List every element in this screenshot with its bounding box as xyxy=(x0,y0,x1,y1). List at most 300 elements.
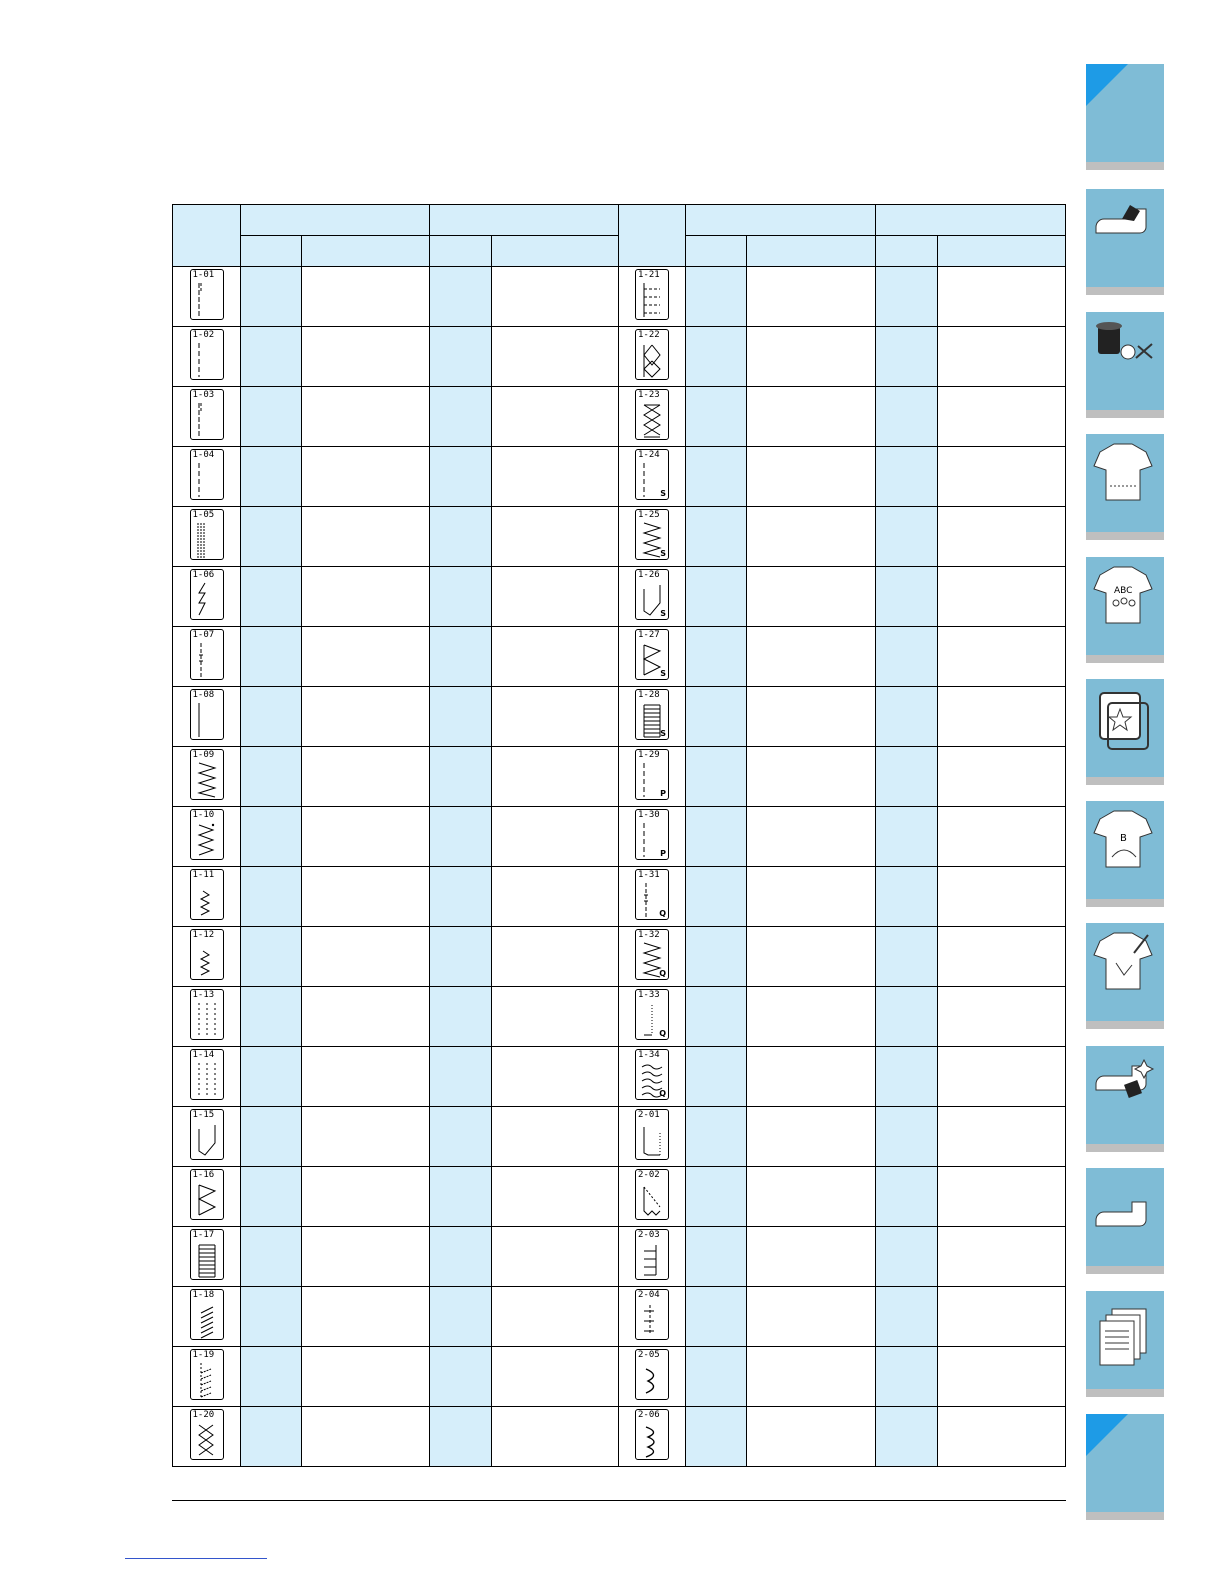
stitch-pattern-icon xyxy=(190,1049,224,1100)
value-cell xyxy=(686,1347,747,1407)
stitch-pattern-icon xyxy=(190,449,224,500)
table-row xyxy=(173,1167,1066,1227)
stitch-code: 2-03 xyxy=(638,1230,660,1240)
stitch-code: 1-20 xyxy=(192,1410,215,1420)
stitch-code: 1-29 xyxy=(638,750,660,760)
value-cell xyxy=(747,1227,876,1287)
stitch-pattern-cell xyxy=(619,867,686,927)
stitch-code: 2-05 xyxy=(638,1350,660,1360)
value-cell xyxy=(747,1407,876,1467)
stitch-pattern-icon xyxy=(635,329,669,380)
value-cell xyxy=(430,687,492,747)
stitch-pattern-icon xyxy=(190,1409,224,1460)
side-tab[interactable] xyxy=(1086,1414,1164,1512)
stitch-code: 1-06 xyxy=(192,570,215,580)
value-cell xyxy=(938,807,1066,867)
value-cell xyxy=(492,627,619,687)
value-cell xyxy=(876,387,938,447)
side-tab[interactable] xyxy=(1086,923,1164,1021)
value-cell xyxy=(241,567,302,627)
value-cell xyxy=(938,987,1066,1047)
stitch-pattern-cell xyxy=(619,1407,686,1467)
stitch-code: 1-19 xyxy=(192,1350,215,1360)
value-cell xyxy=(747,687,876,747)
value-cell xyxy=(747,807,876,867)
value-cell xyxy=(492,687,619,747)
stitch-pattern-icon xyxy=(190,269,224,320)
value-cell xyxy=(876,987,938,1047)
stitch-pattern-cell xyxy=(619,267,686,327)
value-cell xyxy=(876,867,938,927)
stitch-pattern-cell xyxy=(173,1227,241,1287)
value-cell xyxy=(302,567,430,627)
stitch-code: 1-15 xyxy=(192,1110,215,1120)
stitch-code: 2-02 xyxy=(638,1170,660,1180)
stitch-code: 1-12 xyxy=(192,930,215,940)
value-cell xyxy=(747,1047,876,1107)
value-cell xyxy=(241,1287,302,1347)
stitch-pattern-icon xyxy=(190,1289,224,1340)
stitch-pattern-cell xyxy=(619,1167,686,1227)
stitch-pattern-cell xyxy=(619,1227,686,1287)
value-cell xyxy=(876,1347,938,1407)
stitch-code: 1-30 xyxy=(638,810,660,820)
value-cell xyxy=(876,327,938,387)
stitch-pattern-icon xyxy=(190,989,224,1040)
header-group-4 xyxy=(876,205,1066,236)
side-tab[interactable] xyxy=(1086,557,1164,655)
stitch-pattern-icon xyxy=(635,1229,669,1280)
value-cell xyxy=(241,747,302,807)
value-cell xyxy=(938,1167,1066,1227)
stitch-code: 1-24 xyxy=(638,450,660,460)
stitch-suffix: Q xyxy=(659,1089,666,1098)
stitch-pattern-cell xyxy=(619,387,686,447)
value-cell xyxy=(302,1047,430,1107)
stitch-pattern-icon xyxy=(190,329,224,380)
stitch-pattern-cell xyxy=(173,987,241,1047)
value-cell xyxy=(241,327,302,387)
stitch-pattern-icon xyxy=(190,509,224,560)
value-cell xyxy=(302,1287,430,1347)
side-tab[interactable] xyxy=(1086,1168,1164,1266)
stitch-code: 1-13 xyxy=(192,990,215,1000)
stitch-pattern-cell xyxy=(173,1407,241,1467)
stitch-pattern-cell xyxy=(173,867,241,927)
value-cell xyxy=(492,267,619,327)
value-cell xyxy=(430,1227,492,1287)
stitch-pattern-cell xyxy=(173,1287,241,1347)
stitch-pattern-icon xyxy=(190,1349,224,1400)
stitch-pattern-cell xyxy=(173,567,241,627)
value-cell xyxy=(876,807,938,867)
stitch-pattern-cell xyxy=(173,267,241,327)
value-cell xyxy=(938,567,1066,627)
table-row xyxy=(173,267,1066,327)
stitch-suffix: S xyxy=(660,609,666,618)
value-cell xyxy=(241,507,302,567)
stitch-pattern-icon xyxy=(635,749,669,800)
value-cell xyxy=(747,987,876,1047)
value-cell xyxy=(876,1287,938,1347)
stitch-code: 1-28 xyxy=(638,690,660,700)
value-cell xyxy=(241,1407,302,1467)
value-cell xyxy=(302,327,430,387)
header-sub-3b xyxy=(747,236,876,267)
stitch-pattern-cell xyxy=(619,627,686,687)
value-cell xyxy=(876,567,938,627)
stitch-code: 1-27 xyxy=(638,630,660,640)
value-cell xyxy=(938,747,1066,807)
header-sub-4a xyxy=(876,236,938,267)
value-cell xyxy=(938,387,1066,447)
value-cell xyxy=(747,267,876,327)
value-cell xyxy=(302,1227,430,1287)
stitch-code: 2-01 xyxy=(638,1110,660,1120)
stitch-pattern-icon xyxy=(190,629,224,680)
value-cell xyxy=(686,1287,747,1347)
value-cell xyxy=(686,1167,747,1227)
side-tab[interactable] xyxy=(1086,189,1164,287)
header-sub-1a xyxy=(241,236,302,267)
value-cell xyxy=(492,1227,619,1287)
table-row xyxy=(173,387,1066,447)
table-row xyxy=(173,867,1066,927)
value-cell xyxy=(686,987,747,1047)
stitch-pattern-icon xyxy=(190,869,224,920)
stitch-pattern-cell xyxy=(173,627,241,687)
blank-tab-icon xyxy=(1086,64,1128,106)
stitch-pattern-cell xyxy=(619,687,686,747)
value-cell xyxy=(747,387,876,447)
value-cell xyxy=(430,507,492,567)
value-cell xyxy=(492,747,619,807)
table-row xyxy=(173,807,1066,867)
value-cell xyxy=(492,927,619,987)
stitch-pattern-cell xyxy=(173,747,241,807)
side-tab[interactable] xyxy=(1086,312,1164,410)
stitch-pattern-icon xyxy=(635,1049,669,1100)
header-sub-3a xyxy=(686,236,747,267)
value-cell xyxy=(302,507,430,567)
stitch-pattern-cell xyxy=(173,1347,241,1407)
value-cell xyxy=(241,867,302,927)
stitch-pattern-icon xyxy=(190,749,224,800)
value-cell xyxy=(492,1107,619,1167)
value-cell xyxy=(747,867,876,927)
value-cell xyxy=(241,447,302,507)
value-cell xyxy=(492,1047,619,1107)
side-tab[interactable] xyxy=(1086,1291,1164,1389)
value-cell xyxy=(430,1347,492,1407)
value-cell xyxy=(876,747,938,807)
table-row xyxy=(173,687,1066,747)
value-cell xyxy=(938,1047,1066,1107)
stitch-suffix: S xyxy=(660,549,666,558)
stitch-pattern-cell xyxy=(619,807,686,867)
value-cell xyxy=(241,1047,302,1107)
stitch-code: 1-34 xyxy=(638,1050,660,1060)
value-cell xyxy=(938,267,1066,327)
stitch-pattern-cell xyxy=(173,687,241,747)
stitch-pattern-icon xyxy=(635,809,669,860)
value-cell xyxy=(302,1347,430,1407)
stitch-code: 2-04 xyxy=(638,1290,660,1300)
stitch-code: 2-06 xyxy=(638,1410,660,1420)
side-tab[interactable] xyxy=(1086,801,1164,899)
value-cell xyxy=(241,1167,302,1227)
value-cell xyxy=(686,1047,747,1107)
stitch-pattern-cell xyxy=(619,507,686,567)
value-cell xyxy=(686,387,747,447)
stitch-pattern-cell xyxy=(173,927,241,987)
value-cell xyxy=(876,507,938,567)
stitch-pattern-icon xyxy=(635,1169,669,1220)
stitch-code: 1-33 xyxy=(638,990,660,1000)
stitch-pattern-cell xyxy=(173,807,241,867)
stitch-pattern-cell xyxy=(619,447,686,507)
value-cell xyxy=(302,687,430,747)
stitch-pattern-cell xyxy=(619,1287,686,1347)
value-cell xyxy=(686,867,747,927)
value-cell xyxy=(492,387,619,447)
side-tab[interactable] xyxy=(1086,679,1164,777)
value-cell xyxy=(241,1107,302,1167)
value-cell xyxy=(876,1227,938,1287)
stitch-code: 1-01 xyxy=(192,270,215,280)
stitch-code: 1-18 xyxy=(192,1290,215,1300)
value-cell xyxy=(241,267,302,327)
header-sub-1b xyxy=(302,236,430,267)
stitch-code: 1-26 xyxy=(638,570,660,580)
stitch-pattern-icon xyxy=(190,569,224,620)
value-cell xyxy=(302,627,430,687)
value-cell xyxy=(747,1347,876,1407)
blank-tab-icon xyxy=(1086,1414,1128,1456)
value-cell xyxy=(492,327,619,387)
stitch-code: 1-05 xyxy=(192,510,215,520)
table-row xyxy=(173,567,1066,627)
value-cell xyxy=(938,1407,1066,1467)
stitch-pattern-icon xyxy=(635,689,669,740)
svg-text:ABC: ABC xyxy=(1114,586,1133,596)
stitch-code: 1-22 xyxy=(638,330,660,340)
stitch-code: 1-08 xyxy=(192,690,215,700)
value-cell xyxy=(430,267,492,327)
stitch-pattern-cell xyxy=(619,1047,686,1107)
value-cell xyxy=(492,1167,619,1227)
table-row xyxy=(173,327,1066,387)
stitch-suffix: P xyxy=(660,849,666,858)
bottom-rule xyxy=(172,1500,1066,1501)
value-cell xyxy=(492,567,619,627)
stitch-pattern-icon xyxy=(635,929,669,980)
stitch-settings-table xyxy=(172,204,1066,1467)
stitch-pattern-cell xyxy=(619,327,686,387)
header-pattern-left xyxy=(173,205,241,267)
value-cell xyxy=(302,747,430,807)
stitch-code: 1-32 xyxy=(638,930,660,940)
stitch-pattern-cell xyxy=(619,567,686,627)
stitch-pattern-icon xyxy=(635,269,669,320)
value-cell xyxy=(938,1287,1066,1347)
value-cell xyxy=(876,1107,938,1167)
value-cell xyxy=(492,1407,619,1467)
value-cell xyxy=(876,267,938,327)
value-cell xyxy=(747,927,876,987)
stitch-pattern-icon xyxy=(635,509,669,560)
value-cell xyxy=(938,627,1066,687)
value-cell xyxy=(938,327,1066,387)
stitch-pattern-icon xyxy=(635,869,669,920)
value-cell xyxy=(686,1227,747,1287)
svg-text:B: B xyxy=(1120,833,1127,844)
stitch-pattern-cell xyxy=(173,447,241,507)
value-cell xyxy=(430,447,492,507)
value-cell xyxy=(430,867,492,927)
value-cell xyxy=(430,1407,492,1467)
value-cell xyxy=(430,1047,492,1107)
stitch-pattern-icon xyxy=(635,989,669,1040)
stitch-pattern-icon xyxy=(635,449,669,500)
footer-link-underline[interactable] xyxy=(125,1558,267,1559)
stitch-pattern-icon xyxy=(190,389,224,440)
value-cell xyxy=(492,1287,619,1347)
value-cell xyxy=(241,927,302,987)
value-cell xyxy=(747,327,876,387)
value-cell xyxy=(302,1167,430,1227)
stitch-suffix: S xyxy=(660,489,666,498)
value-cell xyxy=(876,1167,938,1227)
value-cell xyxy=(686,747,747,807)
value-cell xyxy=(241,1347,302,1407)
value-cell xyxy=(302,1407,430,1467)
value-cell xyxy=(492,867,619,927)
stitch-pattern-icon xyxy=(190,1109,224,1160)
stitch-suffix: S xyxy=(660,729,666,738)
table-row xyxy=(173,927,1066,987)
stitch-code: 1-23 xyxy=(638,390,660,400)
stitch-code: 1-16 xyxy=(192,1170,215,1180)
stitch-code: 1-04 xyxy=(192,450,215,460)
value-cell xyxy=(938,927,1066,987)
stitch-pattern-cell xyxy=(173,1047,241,1107)
stitch-pattern-icon xyxy=(635,1109,669,1160)
stitch-pattern-cell xyxy=(173,507,241,567)
value-cell xyxy=(686,567,747,627)
stitch-code: 1-07 xyxy=(192,630,215,640)
table-row xyxy=(173,987,1066,1047)
value-cell xyxy=(430,987,492,1047)
stitch-pattern-icon xyxy=(190,689,224,740)
value-cell xyxy=(876,627,938,687)
value-cell xyxy=(430,387,492,447)
value-cell xyxy=(492,507,619,567)
value-cell xyxy=(938,687,1066,747)
value-cell xyxy=(686,1407,747,1467)
value-cell xyxy=(938,1347,1066,1407)
side-tab[interactable] xyxy=(1086,64,1164,162)
stitch-code: 1-21 xyxy=(638,270,660,280)
value-cell xyxy=(492,447,619,507)
stitch-code: 1-02 xyxy=(192,330,215,340)
value-cell xyxy=(686,267,747,327)
stitch-pattern-icon xyxy=(635,629,669,680)
value-cell xyxy=(747,1167,876,1227)
value-cell xyxy=(241,387,302,447)
value-cell xyxy=(876,1047,938,1107)
table-row xyxy=(173,447,1066,507)
value-cell xyxy=(876,927,938,987)
value-cell xyxy=(302,867,430,927)
stitch-pattern-icon xyxy=(190,929,224,980)
table-row xyxy=(173,747,1066,807)
table-row xyxy=(173,1047,1066,1107)
table-row xyxy=(173,1287,1066,1347)
value-cell xyxy=(686,687,747,747)
stitch-code: 1-09 xyxy=(192,750,215,760)
value-cell xyxy=(430,1167,492,1227)
side-tab[interactable] xyxy=(1086,434,1164,532)
side-tab[interactable] xyxy=(1086,1046,1164,1144)
stitch-pattern-cell xyxy=(619,747,686,807)
stitch-pattern-cell xyxy=(619,1107,686,1167)
stitch-pattern-cell xyxy=(173,1107,241,1167)
stitch-pattern-cell xyxy=(173,1167,241,1227)
value-cell xyxy=(747,747,876,807)
value-cell xyxy=(430,327,492,387)
table-row xyxy=(173,1407,1066,1467)
stitch-pattern-icon xyxy=(635,1349,669,1400)
value-cell xyxy=(430,1107,492,1167)
value-cell xyxy=(302,807,430,867)
stitch-pattern-cell xyxy=(173,327,241,387)
stitch-code: 1-31 xyxy=(638,870,660,880)
header-pattern-right xyxy=(619,205,686,267)
table-row xyxy=(173,1107,1066,1167)
stitch-pattern-icon xyxy=(190,809,224,860)
value-cell xyxy=(302,1107,430,1167)
value-cell xyxy=(686,1107,747,1167)
stitch-pattern-icon xyxy=(635,1289,669,1340)
value-cell xyxy=(686,627,747,687)
stitch-pattern-cell xyxy=(619,927,686,987)
value-cell xyxy=(938,1107,1066,1167)
value-cell xyxy=(492,987,619,1047)
stitch-code: 1-17 xyxy=(192,1230,215,1240)
value-cell xyxy=(876,447,938,507)
header-sub-4b xyxy=(938,236,1066,267)
value-cell xyxy=(876,687,938,747)
stitch-code: 1-10 xyxy=(192,810,215,820)
stitch-pattern-cell xyxy=(619,1347,686,1407)
value-cell xyxy=(747,567,876,627)
value-cell xyxy=(430,927,492,987)
value-cell xyxy=(241,687,302,747)
stitch-suffix: Q xyxy=(659,969,666,978)
stitch-pattern-icon xyxy=(635,569,669,620)
value-cell xyxy=(876,1407,938,1467)
value-cell xyxy=(241,987,302,1047)
value-cell xyxy=(430,807,492,867)
header-group-2 xyxy=(430,205,619,236)
value-cell xyxy=(686,447,747,507)
stitch-pattern-cell xyxy=(173,387,241,447)
value-cell xyxy=(302,987,430,1047)
value-cell xyxy=(302,927,430,987)
stitch-code: 1-03 xyxy=(192,390,215,400)
value-cell xyxy=(241,807,302,867)
